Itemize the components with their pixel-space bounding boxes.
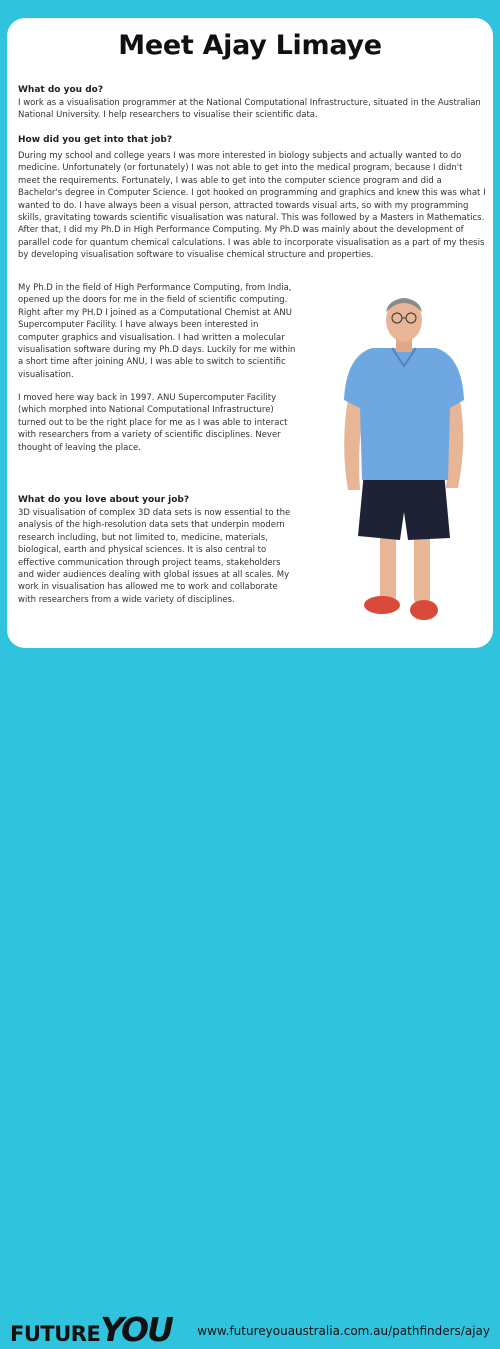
question-how-did-you-get-job: How did you get into that job? xyxy=(18,135,173,145)
person-photo xyxy=(312,290,493,640)
right-shoe xyxy=(410,600,438,620)
footer-url[interactable]: www.futureyouaustralia.com.au/pathfinders/ajay xyxy=(197,1324,490,1338)
paragraph-phd: My Ph.D in the field of High Performance Computing, from India, opened up the doors for me in the field of scientific computing. Right after my PH.D I joined as a Computational Chemist at ANU Supercomputer Facility. I have always been interested in computer graphics and visualisation. I had written a molecular visualisation software during my Ph.D days. Luckily for me within a short time after joining ANU, I was able to switch to scientific visualisation. xyxy=(18,283,296,380)
shorts xyxy=(358,472,450,540)
paragraph-moved: I moved here way back in 1997. ANU Supercomputer Facility (which morphed into National Computational Infrastructure) turned out to be the right place for me as I was able to interact with researchers from a variety of scientific disciplines. Never thought of leaving the place. xyxy=(18,393,288,453)
answer-what-do-you-love: 3D visualisation of complex 3D data sets is now essential to the analysis of the high-resolution data sets that underpin modern research including, but not limited to, medicine, materials, biological, earth and physical sciences. It is also central to effective communication through project teams, stakeholders and wider audiences dealing with global issues at all scales. My work in visualisation has allowed me to work and collaborate with researchers from a wide variety of disciplines. xyxy=(18,508,291,605)
question-what-do-you-love: What do you love about your job? xyxy=(18,495,190,505)
answer-what-do-you-do: I work as a visualisation programmer at the National Computational Infrastructure, situated in the Australian National University. I help researchers to visualise their scientific data. xyxy=(18,98,481,121)
answer-how-did-you-get-job: During my school and college years I was more interested in biology subjects and actually wanted to do medicine. Unfortunately (or fortunately) I was not able to get into the medical program, because I didn't meet the requirements. Fortunately, I was able to get into the computer science program and did a Bachelor's degree in Computer Science. I got hooked on programming and graphics and knew this was what I wanted to do. I have always been a visual person, attracted towards visual arts, so with my programming skills, gravitating towards scientific visualisation was natural. This was followed by a Masters in Mathematics. After that, I did my Ph.D in High Performance Computing. My Ph.D was mainly about the development of parallel code for quantum chemical calculations. I was able to incorporate visualisation as a part of my thesis by developing visualisation software to visualise chemical structure and properties. xyxy=(18,151,486,261)
left-shoe xyxy=(364,596,400,614)
page-title: Meet Ajay Limaye xyxy=(118,30,382,61)
profile-card xyxy=(7,18,493,648)
future-you-logo: FUTUREYOU xyxy=(10,1310,172,1349)
footer xyxy=(0,648,500,1349)
question-what-do-you-do: What do you do? xyxy=(18,85,104,95)
